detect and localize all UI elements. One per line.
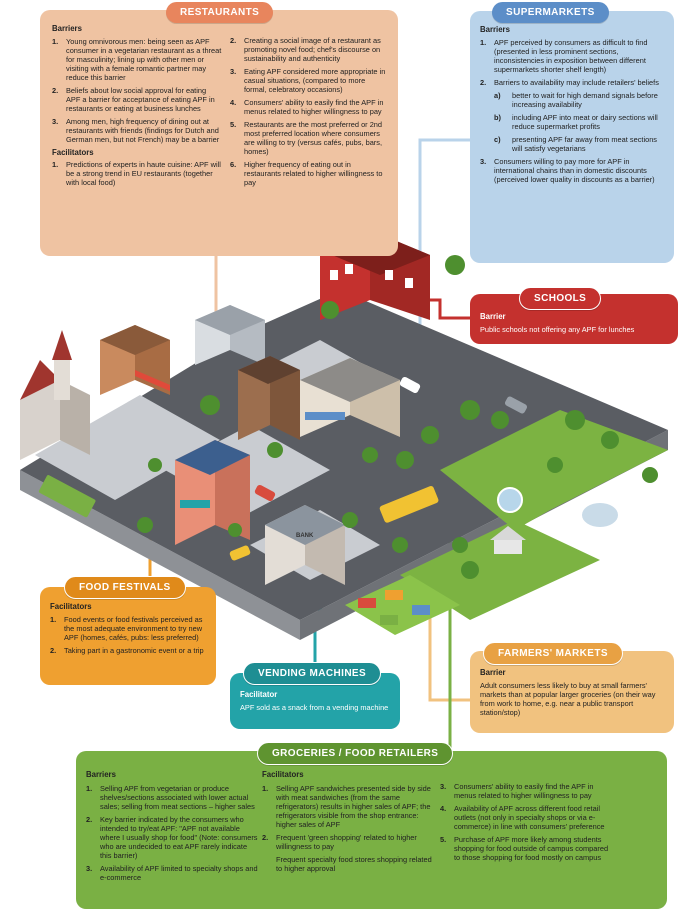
restaurants-facilitators-heading: Facilitators (52, 147, 94, 157)
list-item: 1. Selling APF sandwiches presented side by side with meat sandwiches (from the same refrigerators) results in higher sales of APF; the refrigerators visible from the shop entrance: higher sales of APF (262, 783, 431, 829)
church-building (20, 330, 90, 460)
supermarkets-tag: SUPERMARKETS (492, 2, 609, 23)
list-item: 1. APF perceived by consumers as difficult to find (presented in less prominent sections, inconsistencies in exposition between different supermarkets shorter shelf length) (480, 37, 648, 74)
farmers-heading: Barrier (480, 668, 506, 677)
list-item: 1. Predictions of experts in haute cuisine: APF will be a strong trend in EU restaurants (together with local food) (52, 160, 221, 188)
restaurant-building (100, 325, 170, 395)
park-fountain (498, 488, 522, 512)
restaurants-barriers-heading: Barriers (52, 24, 82, 33)
list-item: 6. Higher frequency of eating out in restaurants related to higher willingness to pay (230, 160, 383, 188)
list-item: 1. Young omnivorous men: being seen as APF consumer in a vegetarian restaurant as a threat for masculinity; lining up with other men or visiting with a female romantic partner may reduce this barrier (52, 36, 222, 82)
park-dome (582, 503, 618, 527)
list-item: 2. Barriers to availability may include retailers' beliefs a) better to wait for high demand signals before increasing availability b) including APF into meat or dairy sections will reduce supermarket profits c) presenting APF far away from meat sections will satisfy vegetarians (480, 78, 668, 153)
list-item: 5. Restaurants are the most preferred or 2nd most preferred location where consumers are willing to try (versus cafés, pubs, bars, homes) (230, 120, 383, 157)
list-item: 2. Creating a social image of a restaurant as promoting novel food; chef's discourse on sustainability and authenticity (230, 36, 381, 64)
list-item: 1. Food events or food festivals perceived as the most adequate environment to try new APF (homes, cafés, pubs: less preferred) (50, 614, 203, 642)
schools-tag: SCHOOLS (519, 287, 601, 310)
schools-text: Public schools not offering any APF for lunches (480, 324, 635, 334)
festivals-heading: Facilitators (50, 602, 92, 611)
list-item: 4. Availability of APF across different food retail outlets (not only in specialty shops or via e-commerce) in line with consumers' preference (440, 804, 605, 832)
list-item: 3. Eating APF considered more appropriate in casual situations, (compared to more formal, celebratory occasions) (230, 67, 386, 95)
list-item: 4. Consumers' ability to easily find the APF in menus related to higher willingness to pay (230, 98, 384, 117)
list-item: 1. Selling APF from vegetarian or produce shelves/sections associated with lower actual sales; selling from meat sections – higher sales (86, 783, 255, 811)
list-item: 3. Consumers' ability to easily find the APF in menus related to higher willingness to pay (440, 782, 594, 801)
food-festivals-panel (40, 587, 216, 685)
farmers-text: Adult consumers less likely to buy at small farmers' markets than at popular larger groceries (on their way from work to home, e.g. near a public transport station/stop) (480, 680, 656, 717)
list-item: 5. Purchase of APF more likely among students shopping for food outside of campus compared to those shopping for food mostly on campus (440, 835, 609, 863)
restaurants-tag: RESTAURANTS (166, 2, 273, 23)
list-item: 2. Frequent 'green shopping' related to higher willingness to pay (262, 832, 417, 851)
groceries-facilitator-note: Frequent specialty food stores shopping related to higher approval (276, 854, 432, 873)
vending-machines-tag: VENDING MACHINES (243, 662, 381, 685)
list-item: 2. Key barrier indicated by the consumers who intended to try/eat APF: "APF not available where I usually shop for food" (Note: consumers who are undecided to eat APF rarely indicate this barrier) (86, 814, 258, 860)
list-item: 3. Availability of APF limited to specialty shops and e-commerce (86, 863, 258, 882)
sub-list-item: c) presenting APF far away from meat sections will satisfy vegetarians (494, 134, 658, 153)
supermarkets-barriers-heading: Barriers (480, 25, 510, 34)
list-item: 3. Consumers willing to pay more for APF in international chains than in domestic discounts (perceived lower quality in discounts as a barrier) (480, 156, 655, 184)
schools-heading: Barrier (480, 312, 506, 321)
supermarkets-panel (470, 11, 674, 263)
groceries-facilitators-heading: Facilitators (262, 770, 304, 779)
list-item: 2. Taking part in a gastronomic event or a trip (50, 645, 204, 655)
bank-sign: BANK (296, 533, 314, 539)
food-festivals-tag: FOOD FESTIVALS (64, 576, 186, 599)
groceries-tag: GROCERIES / FOOD RETAILERS (257, 742, 453, 765)
vending-heading: Facilitator (240, 690, 278, 699)
list-item: 2. Beliefs about low social approval for eating APF a barrier for acceptance of eating APF in restaurants or eating at business lunches (52, 85, 215, 113)
groceries-panel (76, 751, 667, 909)
farmers-markets-tag: FARMERS' MARKETS (483, 642, 623, 665)
sub-list-item: a) better to wait for high demand signals before increasing availability (494, 90, 658, 109)
sub-list-item: b) including APF into meat or dairy sections will reduce supermarket profits (494, 112, 658, 131)
vending-text: APF sold as a snack from a vending machine (240, 702, 389, 712)
restaurants-panel (40, 10, 398, 256)
groceries-barriers-heading: Barriers (86, 770, 116, 779)
list-item: 3. Among men, high frequency of dining out at restaurants with friends (findings for Dutch and German men, but not French) may be a barrier (52, 116, 220, 144)
